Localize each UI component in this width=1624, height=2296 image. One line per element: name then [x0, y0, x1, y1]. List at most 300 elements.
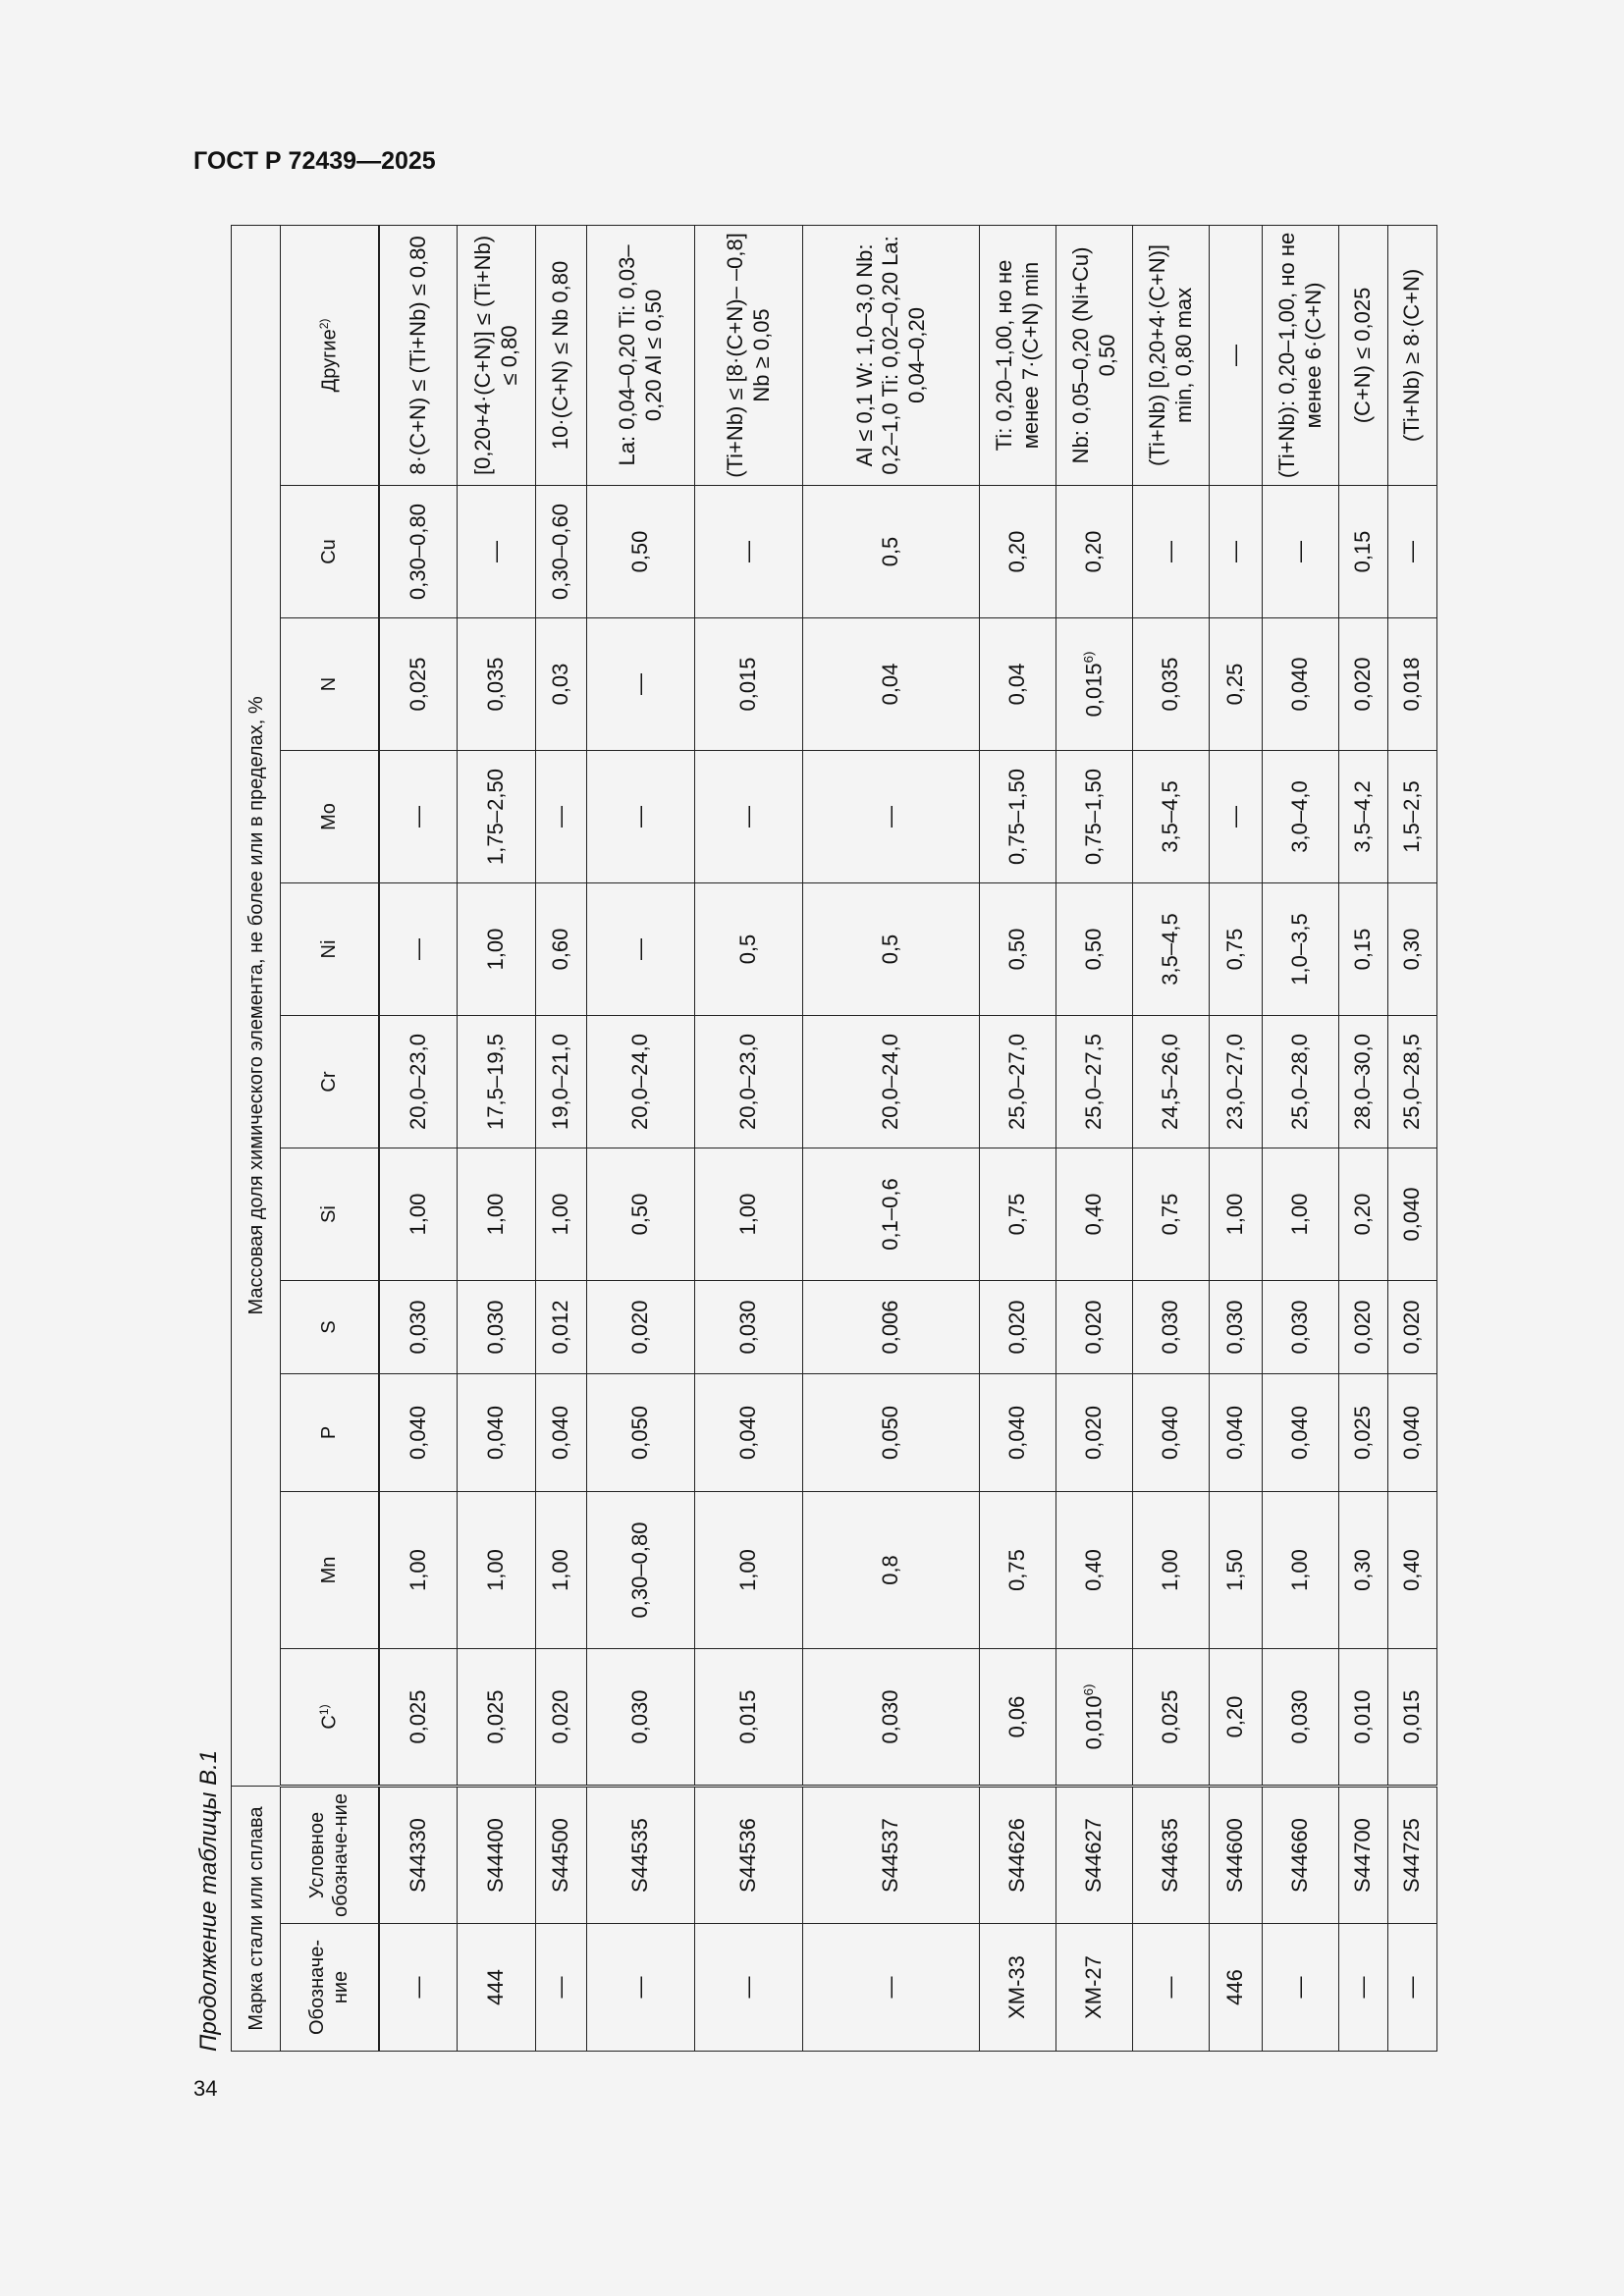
cell-designation-value: 446	[1222, 1969, 1248, 2005]
cell-s-value: 0,030	[735, 1300, 761, 1355]
cell-ni-value: 0,15	[1350, 928, 1376, 971]
cell-other	[803, 225, 980, 485]
cell-designation	[536, 1924, 587, 2052]
cell-mn	[1388, 1492, 1437, 1649]
cell-si-value: 0,20	[1350, 1193, 1376, 1236]
cell-designation	[803, 1924, 980, 2052]
cell-cr-value: 24,5–26,0	[1158, 1034, 1183, 1130]
cell-c-value: 0,20	[1222, 1695, 1248, 1738]
cell-cr	[1339, 1016, 1388, 1148]
cell-cr	[458, 1016, 536, 1148]
cell-designation-value: —	[1287, 1976, 1313, 1999]
cell-si-value: 0,1–0,6	[878, 1178, 903, 1251]
cell-other	[379, 225, 458, 485]
table-row	[587, 225, 695, 2051]
cell-cu-value: 0,5	[878, 536, 903, 567]
col-header-designation: Обозначе-ние	[281, 1924, 379, 2052]
cell-cr	[1388, 1016, 1437, 1148]
cell-ni-value: 1,0–3,5	[1287, 913, 1313, 986]
cell-mn-value: 0,40	[1399, 1549, 1425, 1591]
cell-mo-value: —	[878, 806, 903, 828]
cell-n	[803, 618, 980, 751]
table-row	[1339, 225, 1388, 2051]
col-header-si: Si	[281, 1148, 379, 1281]
cell-mo-value: —	[735, 806, 761, 828]
cell-mo	[1210, 751, 1263, 883]
cell-designation-value: —	[405, 1976, 430, 1999]
cell-mn-value: 1,00	[483, 1549, 509, 1591]
table-row	[695, 225, 803, 2051]
cell-c	[980, 1649, 1056, 1787]
cell-ni-value: 0,75	[1222, 928, 1248, 971]
col-header-mn: Mn	[281, 1492, 379, 1649]
cell-s	[803, 1281, 980, 1374]
cell-mo	[1388, 751, 1437, 883]
cell-cu	[803, 486, 980, 618]
cell-si-value: 0,75	[1158, 1193, 1183, 1236]
cell-designation	[695, 1924, 803, 2052]
cell-designation-value: —	[878, 1976, 903, 1999]
cell-c	[1263, 1649, 1339, 1787]
cell-p-value: 0,020	[1081, 1405, 1107, 1461]
cell-mn-value: 1,00	[548, 1549, 573, 1591]
cell-n-value: 0,035	[1158, 657, 1183, 712]
cell-c-value: 0,010	[1081, 1695, 1107, 1750]
cell-conditional-value: S44700	[1350, 1818, 1376, 1893]
cell-mn-value: 1,00	[405, 1549, 430, 1591]
cell-conditional-value: S44635	[1158, 1818, 1183, 1893]
cell-conditional	[1339, 1787, 1388, 1924]
cell-ni-value: 0,5	[735, 934, 761, 965]
cell-designation	[379, 1924, 458, 2052]
col-header-c-footnote: 1)	[316, 1704, 331, 1716]
cell-c-value: 0,015	[735, 1689, 761, 1744]
cell-s	[379, 1281, 458, 1374]
cell-c	[1133, 1649, 1210, 1787]
cell-other	[1133, 225, 1210, 485]
table-caption: Продолжение таблицы В.1	[195, 1749, 222, 2052]
cell-other-value: (Ti+Nb) ≥ 8·(C+N)	[1399, 268, 1425, 443]
cell-c	[695, 1649, 803, 1787]
cell-cr	[536, 1016, 587, 1148]
cell-mo-value: 3,5–4,5	[1158, 780, 1183, 853]
cell-mn	[1339, 1492, 1388, 1649]
cell-n	[695, 618, 803, 751]
cell-cr	[379, 1016, 458, 1148]
cell-si	[980, 1148, 1056, 1281]
cell-cu	[379, 486, 458, 618]
cell-cr-value: 28,0–30,0	[1350, 1034, 1376, 1130]
cell-other	[1339, 225, 1388, 485]
cell-cr-value: 19,0–21,0	[548, 1034, 573, 1130]
cell-other	[458, 225, 536, 485]
cell-designation	[1133, 1924, 1210, 2052]
cell-designation-value: —	[548, 1976, 573, 1999]
cell-cr	[803, 1016, 980, 1148]
cell-s	[1133, 1281, 1210, 1374]
col-header-c	[281, 1649, 379, 1787]
cell-si	[379, 1148, 458, 1281]
cell-s-value: 0,012	[548, 1300, 573, 1355]
cell-other-value: 10·(C+N) ≤ Nb 0,80	[548, 260, 573, 451]
cell-si	[695, 1148, 803, 1281]
cell-designation	[1210, 1924, 1263, 2052]
cell-mo-value: 1,5–2,5	[1399, 780, 1425, 853]
cell-cr	[695, 1016, 803, 1148]
cell-s-value: 0,020	[1399, 1300, 1425, 1355]
cell-other	[1388, 225, 1437, 485]
cell-ni-value: 3,5–4,5	[1158, 913, 1183, 986]
cell-si	[587, 1148, 695, 1281]
cell-s	[1210, 1281, 1263, 1374]
cell-p	[1133, 1374, 1210, 1492]
cell-conditional	[1263, 1787, 1339, 1924]
cell-mo-value: —	[405, 806, 430, 828]
cell-ni	[1339, 883, 1388, 1016]
cell-p	[1056, 1374, 1133, 1492]
cell-mn	[1133, 1492, 1210, 1649]
cell-si-value: 1,00	[483, 1193, 509, 1236]
cell-p-value: 0,040	[1158, 1405, 1183, 1461]
cell-mn	[1210, 1492, 1263, 1649]
cell-si	[1210, 1148, 1263, 1281]
cell-cr-value: 20,0–24,0	[878, 1034, 903, 1130]
cell-n-value: —	[627, 673, 653, 695]
cell-designation-value: —	[1350, 1976, 1376, 1999]
cell-p-value: 0,040	[548, 1405, 573, 1461]
cell-c	[1388, 1649, 1437, 1787]
cell-cu	[1056, 486, 1133, 618]
cell-conditional-value: S44330	[405, 1818, 430, 1893]
cell-n	[536, 618, 587, 751]
cell-c-value: 0,020	[548, 1689, 573, 1744]
cell-cu-value: —	[1399, 541, 1425, 562]
cell-cu-value: —	[1287, 541, 1313, 562]
cell-p-value: 0,040	[1287, 1405, 1313, 1461]
cell-mn-value: 1,00	[735, 1549, 761, 1591]
cell-n	[587, 618, 695, 751]
cell-cr	[1210, 1016, 1263, 1148]
cell-mn	[1263, 1492, 1339, 1649]
cell-p-value: 0,050	[878, 1405, 903, 1461]
cell-mn	[980, 1492, 1056, 1649]
cell-n	[1339, 618, 1388, 751]
cell-p	[1263, 1374, 1339, 1492]
cell-si-value: 1,00	[1287, 1193, 1313, 1236]
cell-ni	[587, 883, 695, 1016]
col-header-other-label: Другие	[318, 329, 341, 393]
cell-mo	[1133, 751, 1210, 883]
cell-c	[458, 1649, 536, 1787]
grade-group-header: Марка стали или сплава	[232, 1787, 281, 2052]
cell-si	[1339, 1148, 1388, 1281]
cell-cu	[587, 486, 695, 618]
cell-other-value: (C+N) ≤ 0,025	[1350, 287, 1376, 424]
cell-other	[1210, 225, 1263, 485]
cell-ni-value: 0,5	[878, 934, 903, 965]
cell-n-value: 0,015	[1081, 663, 1107, 718]
cell-cu-value: —	[483, 541, 509, 562]
table-row	[803, 225, 980, 2051]
cell-s-value: 0,030	[1287, 1300, 1313, 1355]
col-header-n: N	[281, 618, 379, 751]
cell-n-value: 0,020	[1350, 657, 1376, 712]
cell-conditional	[803, 1787, 980, 1924]
cell-cu-value: 0,20	[1081, 530, 1107, 573]
cell-n-value: 0,25	[1222, 663, 1248, 706]
table-row	[458, 225, 536, 2051]
cell-s-value: 0,020	[627, 1300, 653, 1355]
cell-si	[536, 1148, 587, 1281]
cell-mo	[1339, 751, 1388, 883]
cell-cu	[536, 486, 587, 618]
cell-si-value: 0,50	[627, 1193, 653, 1236]
cell-mo	[803, 751, 980, 883]
cell-designation-value: 444	[483, 1969, 509, 2005]
cell-c-value: 0,030	[1287, 1689, 1313, 1744]
cell-conditional-value: S44626	[1004, 1818, 1030, 1893]
col-header-ni: Ni	[281, 883, 379, 1016]
cell-other	[536, 225, 587, 485]
cell-si-value: 0,040	[1399, 1187, 1425, 1242]
cell-cu-value: 0,50	[627, 530, 653, 573]
cell-s-value: 0,030	[1158, 1300, 1183, 1355]
cell-ni-value: —	[627, 938, 653, 960]
cell-cu	[458, 486, 536, 618]
cell-conditional-value: S44400	[483, 1818, 509, 1893]
table-row	[1263, 225, 1339, 2051]
cell-c	[379, 1649, 458, 1787]
cell-p	[980, 1374, 1056, 1492]
cell-si-value: 1,00	[735, 1193, 761, 1236]
cell-si-value: 1,00	[1222, 1193, 1248, 1236]
cell-cr	[1133, 1016, 1210, 1148]
table-row	[536, 225, 587, 2051]
cell-si	[458, 1148, 536, 1281]
cell-conditional-value: S44536	[735, 1818, 761, 1893]
cell-other	[980, 225, 1056, 485]
cell-conditional	[1388, 1787, 1437, 1924]
cell-designation-value: —	[627, 1976, 653, 1999]
cell-ni	[536, 883, 587, 1016]
cell-cu	[1263, 486, 1339, 618]
cell-designation	[1056, 1924, 1133, 2052]
cell-mo	[587, 751, 695, 883]
cell-c	[1210, 1649, 1263, 1787]
cell-mn	[803, 1492, 980, 1649]
cell-mo-value: 3,0–4,0	[1287, 780, 1313, 853]
cell-ni-value: 0,50	[1081, 928, 1107, 971]
cell-mo-value: —	[548, 806, 573, 828]
cell-mo	[1056, 751, 1133, 883]
cell-designation	[587, 1924, 695, 2052]
cell-mo-value: 0,75–1,50	[1004, 769, 1030, 865]
table-group-header-row	[232, 225, 281, 2051]
cell-designation	[1339, 1924, 1388, 2052]
cell-designation	[980, 1924, 1056, 2052]
cell-mn-value: 0,30–0,80	[627, 1522, 653, 1619]
cell-p	[379, 1374, 458, 1492]
col-header-c-label: C	[318, 1715, 341, 1730]
cell-ni-value: 0,60	[548, 928, 573, 971]
cell-ni	[1056, 883, 1133, 1016]
cell-conditional-value: S44535	[627, 1818, 653, 1893]
cell-c-value: 0,030	[878, 1689, 903, 1744]
cell-c	[1339, 1649, 1388, 1787]
cell-mn-value: 0,40	[1081, 1549, 1107, 1591]
cell-cr-value: 20,0–23,0	[735, 1034, 761, 1130]
cell-s-value: 0,006	[878, 1300, 903, 1355]
cell-ni	[1210, 883, 1263, 1016]
cell-c	[587, 1649, 695, 1787]
cell-conditional-value: S44500	[548, 1818, 573, 1893]
col-header-p: P	[281, 1374, 379, 1492]
cell-mo-value: 3,5–4,2	[1350, 780, 1376, 853]
cell-ni	[379, 883, 458, 1016]
cell-conditional	[1210, 1787, 1263, 1924]
cell-other-value: (Ti+Nb) ≤ [8·(C+N)– –0,8] Nb ≥ 0,05	[723, 233, 774, 478]
cell-other	[1056, 225, 1133, 485]
cell-p-value: 0,040	[483, 1405, 509, 1461]
cell-conditional	[1056, 1787, 1133, 1924]
cell-mn	[458, 1492, 536, 1649]
cell-cr	[1056, 1016, 1133, 1148]
cell-cr-value: 20,0–23,0	[405, 1034, 430, 1130]
cell-p-value: 0,025	[1350, 1405, 1376, 1461]
cell-mn-value: 0,75	[1004, 1549, 1030, 1591]
cell-c-value: 0,025	[405, 1689, 430, 1744]
cell-s	[1388, 1281, 1437, 1374]
cell-designation-value: —	[1158, 1976, 1183, 1999]
cell-si	[1056, 1148, 1133, 1281]
cell-cu	[1210, 486, 1263, 618]
cell-p	[1210, 1374, 1263, 1492]
cell-si	[1133, 1148, 1210, 1281]
cell-n-value: 0,035	[483, 657, 509, 712]
cell-n-value: 0,025	[405, 657, 430, 712]
cell-cu-value: 0,30–0,60	[548, 504, 573, 600]
cell-si	[803, 1148, 980, 1281]
cell-conditional-value: S44600	[1222, 1818, 1248, 1893]
cell-c-value: 0,030	[627, 1689, 653, 1744]
cell-other-value: —	[1222, 344, 1248, 366]
cell-cr-value: 17,5–19,5	[483, 1034, 509, 1130]
cell-conditional	[536, 1787, 587, 1924]
cell-si	[1263, 1148, 1339, 1281]
cell-mo-value: —	[1222, 806, 1248, 828]
table-row	[980, 225, 1056, 2051]
cell-cu-value: 0,20	[1004, 530, 1030, 573]
cell-n-value: 0,04	[1004, 663, 1030, 706]
cell-c-value: 0,025	[483, 1689, 509, 1744]
cell-s	[587, 1281, 695, 1374]
cell-c-value: 0,025	[1158, 1689, 1183, 1744]
cell-n	[1133, 618, 1210, 751]
cell-cr-value: 20,0–24,0	[627, 1034, 653, 1130]
table-body	[379, 225, 1437, 2051]
cell-ni-value: 0,50	[1004, 928, 1030, 971]
cell-other-value: Nb: 0,05–0,20 (Ni+Cu) 0,50	[1068, 246, 1119, 464]
cell-n-value: 0,040	[1287, 657, 1313, 712]
col-header-conditional: Условное обозначе-ние	[281, 1787, 379, 1924]
cell-mn-value: 0,8	[878, 1555, 903, 1585]
cell-cu	[980, 486, 1056, 618]
cell-designation-value: —	[735, 1976, 761, 1999]
cell-other-value: (Ti+Nb) [0,20+4·(C+N)] min, 0,80 max	[1145, 243, 1196, 466]
cell-conditional	[980, 1787, 1056, 1924]
cell-other-value: Ti: 0,20–1,00, но не менее 7·(C+N) min	[992, 259, 1043, 452]
cell-s-value: 0,020	[1004, 1300, 1030, 1355]
cell-si	[1388, 1148, 1437, 1281]
cell-n	[980, 618, 1056, 751]
cell-p-value: 0,040	[735, 1405, 761, 1461]
cell-other	[695, 225, 803, 485]
cell-ni	[803, 883, 980, 1016]
cell-si-value: 0,75	[1004, 1193, 1030, 1236]
cell-cr-value: 25,0–27,0	[1004, 1034, 1030, 1130]
cell-cr	[980, 1016, 1056, 1148]
cell-s-value: 0,030	[483, 1300, 509, 1355]
cell-s-value: 0,030	[1222, 1300, 1248, 1355]
cell-other-value: 8·(C+N) ≤ (Ti+Nb) ≤ 0,80	[405, 236, 430, 475]
cell-other	[587, 225, 695, 485]
cell-n-value: 0,03	[548, 663, 573, 706]
table-row	[1210, 225, 1263, 2051]
cell-p	[695, 1374, 803, 1492]
cell-designation-value: —	[1399, 1976, 1425, 1999]
cell-ni	[980, 883, 1056, 1016]
cell-other-value: [0,20+4·(C+N)] ≤ (Ti+Nb) ≤ 0,80	[470, 235, 521, 476]
cell-other-value: Al ≤ 0,1 W: 1,0–3,0 Nb: 0,2–1,0 Ti: 0,02–0,20 La: 0,04–0,20	[851, 236, 929, 475]
cell-n	[379, 618, 458, 751]
cell-si-value: 1,00	[405, 1193, 430, 1236]
cell-s	[458, 1281, 536, 1374]
cell-mn	[536, 1492, 587, 1649]
table-row	[379, 225, 458, 2051]
cell-mn	[695, 1492, 803, 1649]
cell-c-value: 0,010	[1350, 1689, 1376, 1744]
col-header-cr: Cr	[281, 1016, 379, 1148]
document-header: ГОСТ Р 72439—2025	[193, 147, 436, 175]
cell-conditional	[695, 1787, 803, 1924]
cell-cu	[1133, 486, 1210, 618]
cell-mn-value: 0,30	[1350, 1549, 1376, 1591]
cell-ni	[1388, 883, 1437, 1016]
cell-designation	[1388, 1924, 1437, 2052]
cell-s	[536, 1281, 587, 1374]
cell-s-value: 0,020	[1350, 1300, 1376, 1355]
cell-cr	[587, 1016, 695, 1148]
cell-n	[1056, 618, 1133, 751]
table-column-header-row	[281, 225, 379, 2051]
cell-s-value: 0,030	[405, 1300, 430, 1355]
cell-mn-value: 1,00	[1158, 1549, 1183, 1591]
cell-mn-value: 1,00	[1287, 1549, 1313, 1591]
cell-conditional	[1133, 1787, 1210, 1924]
cell-c-value: 0,015	[1399, 1689, 1425, 1744]
table-row	[1388, 225, 1437, 2051]
cell-cr	[1263, 1016, 1339, 1148]
col-header-other-footnote: 2)	[316, 318, 331, 330]
cell-mo	[536, 751, 587, 883]
cell-cr-value: 25,0–28,0	[1287, 1034, 1313, 1130]
cell-cu-value: —	[735, 541, 761, 562]
cell-mo	[1263, 751, 1339, 883]
cell-mn-value: 1,50	[1222, 1549, 1248, 1591]
cell-c	[536, 1649, 587, 1787]
cell-p-value: 0,040	[1222, 1405, 1248, 1461]
cell-ni-value: 1,00	[483, 928, 509, 971]
